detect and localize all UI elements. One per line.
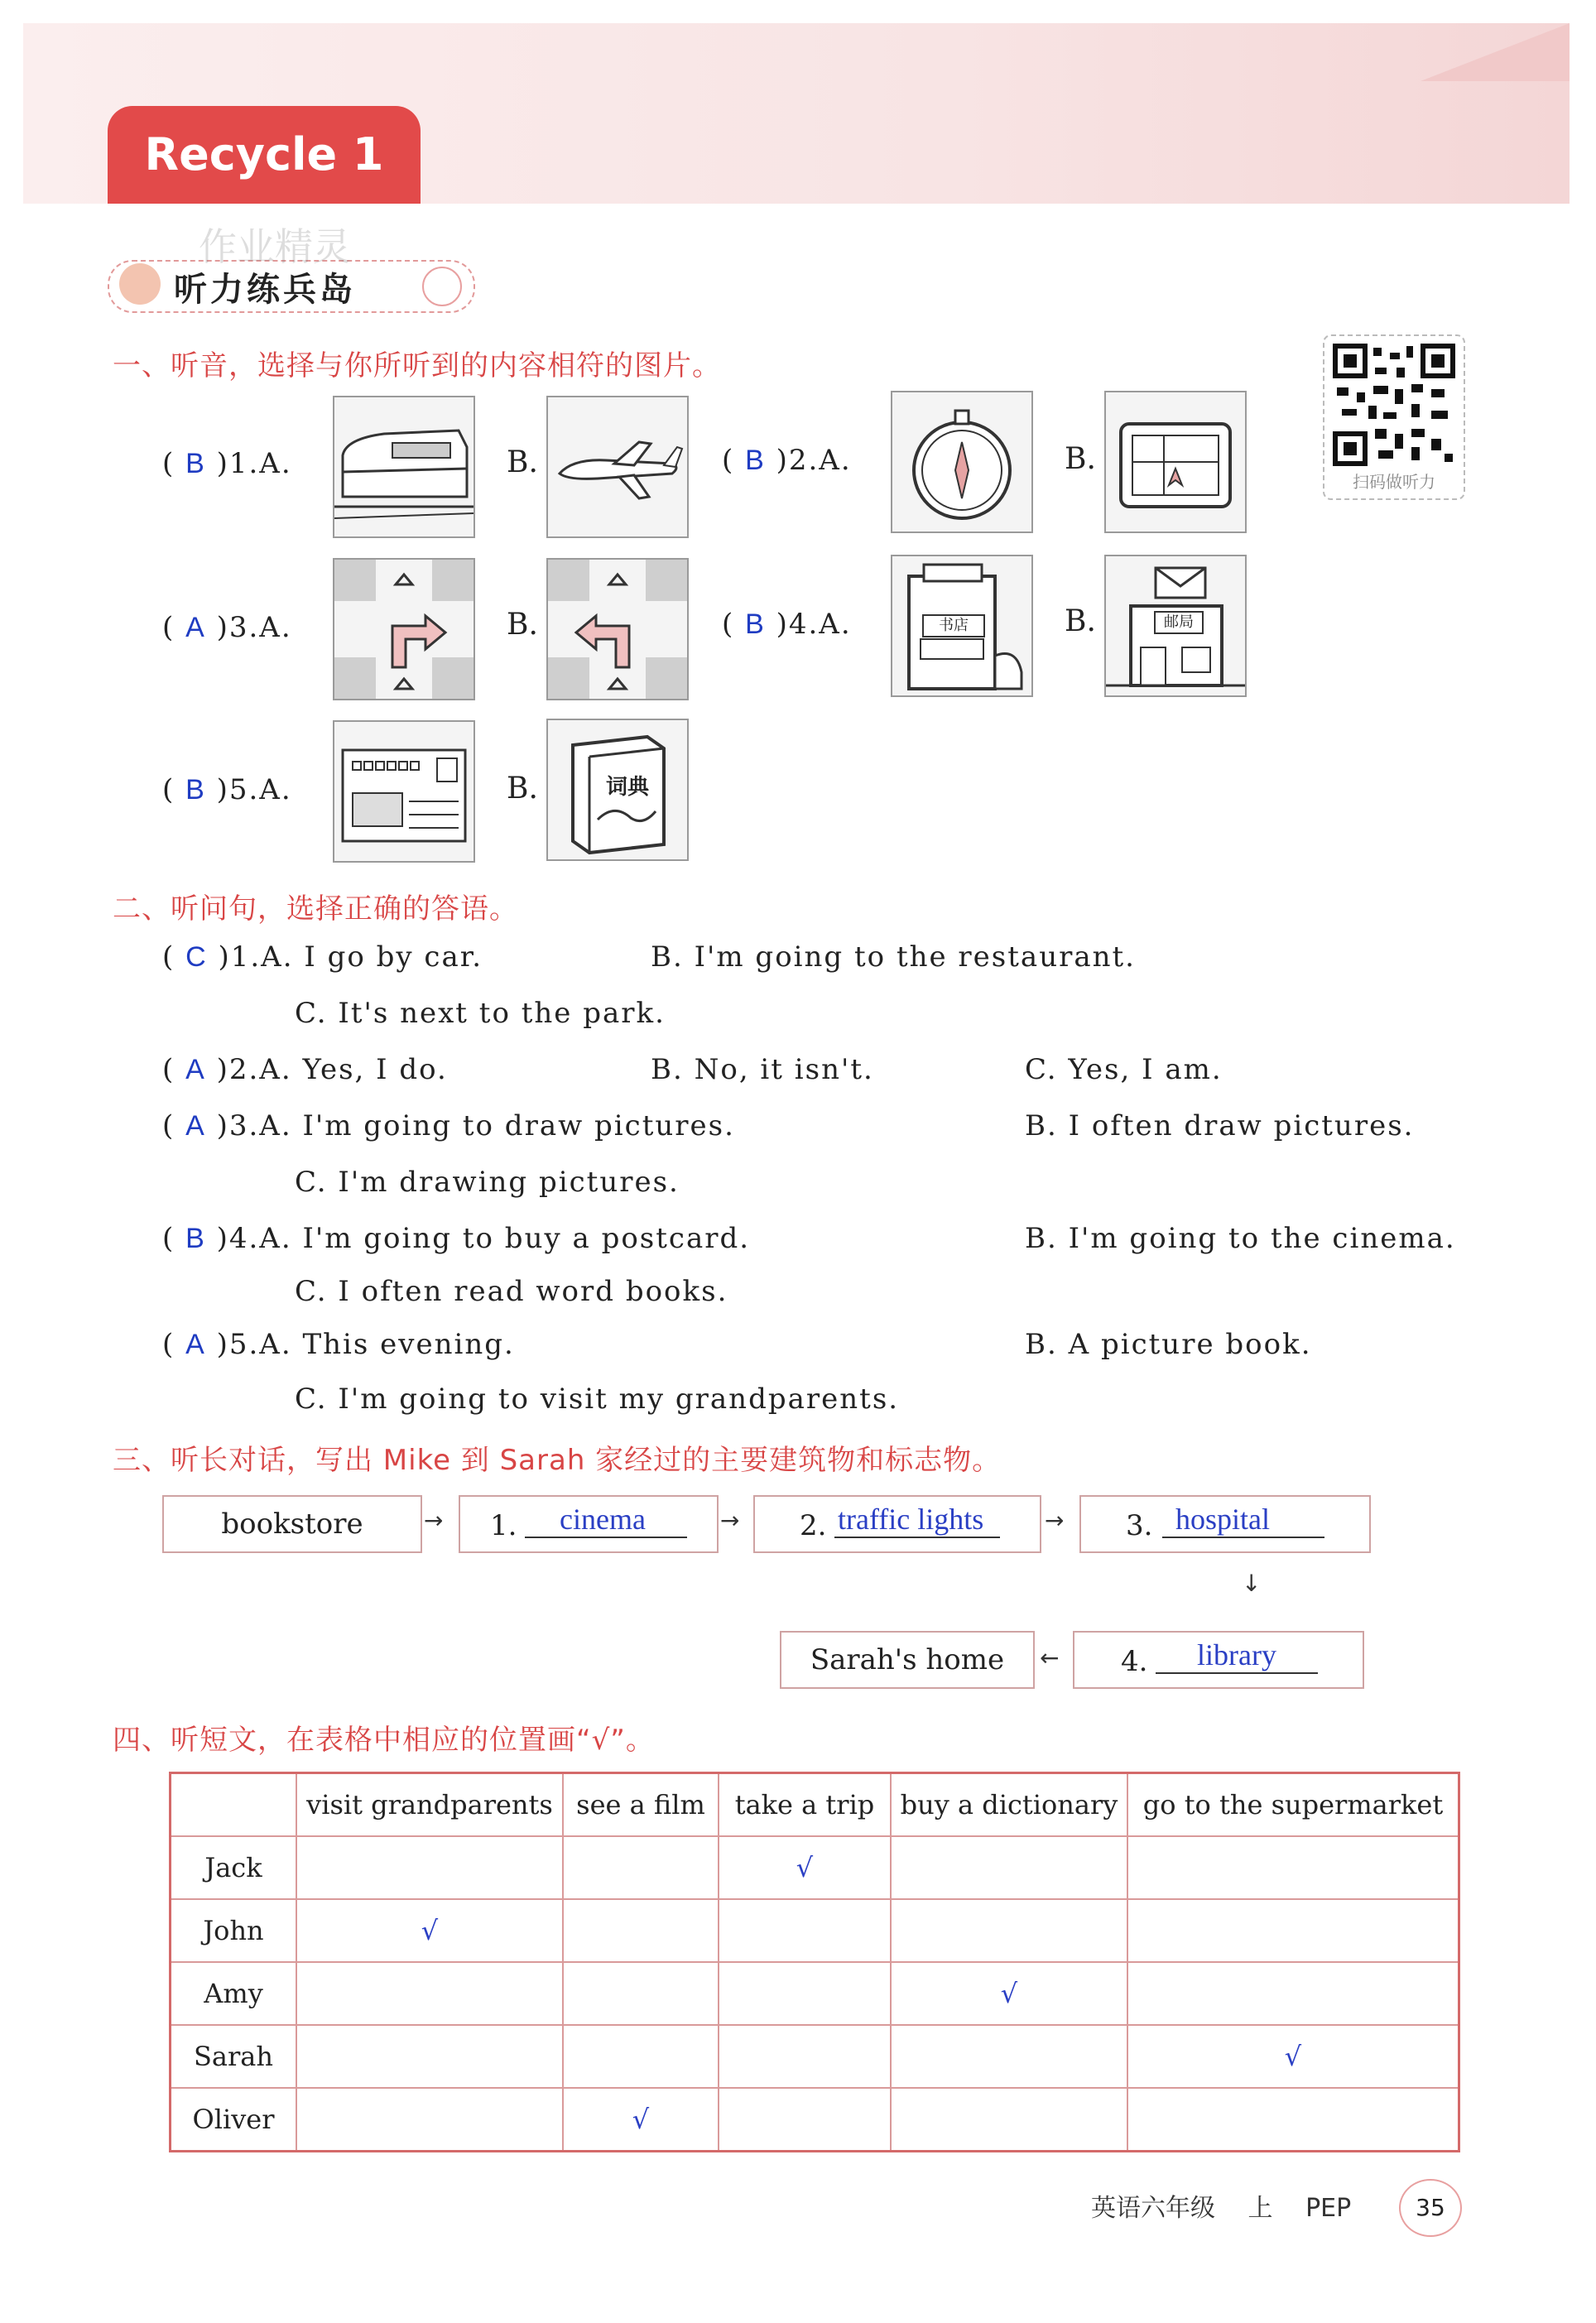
table-row — [171, 2088, 1459, 2152]
post-office-icon[interactable] — [1104, 555, 1247, 697]
route-start-label: bookstore — [221, 1508, 363, 1541]
dictionary-title: 词典 — [606, 775, 650, 800]
part1-item-2: ( B )2.A. — [722, 444, 852, 477]
tick-cell[interactable] — [296, 2088, 563, 2152]
part1-item-4: ( B )4.A. — [722, 608, 852, 641]
part3-title: 三、听长对话，写出 Mike 到 Sarah 家经过的主要建筑物和标志物。 — [113, 1444, 1002, 1477]
part2-item-4-b: B. I'm going to the cinema. — [1025, 1222, 1456, 1255]
column-header: take a trip — [719, 1773, 891, 1837]
unit-title: Recycle 1 — [108, 106, 421, 204]
footer — [1091, 2187, 1351, 2224]
blank-answer: traffic lights — [838, 1503, 984, 1536]
option-b-label: B. — [507, 608, 538, 642]
tick-cell[interactable] — [891, 1899, 1127, 1962]
arrow-right-icon: → — [720, 1507, 740, 1534]
arrow-right-icon: → — [1045, 1507, 1065, 1534]
tick-cell[interactable] — [563, 1899, 719, 1962]
part2-item-3-b: B. I often draw pictures. — [1025, 1109, 1415, 1142]
item-number: 2. — [228, 1053, 260, 1086]
option-a-label: A. — [259, 611, 292, 644]
answer: B — [185, 774, 206, 806]
route-step-4 — [1073, 1631, 1364, 1689]
part2-item-2-b: B. No, it isn't. — [651, 1053, 874, 1086]
table-row — [171, 1899, 1459, 1962]
postcard-icon[interactable] — [333, 720, 475, 863]
answer: C — [185, 941, 208, 973]
part2-item-1-c: C. It's next to the park. — [295, 997, 666, 1030]
blank-number: 3. — [1126, 1509, 1153, 1542]
tick-cell[interactable]: √ — [1127, 2025, 1459, 2088]
item-number: 5. — [228, 773, 260, 806]
part2-item-3-c: C. I'm drawing pictures. — [295, 1166, 680, 1199]
tick-cell[interactable] — [719, 1962, 891, 2025]
route-end-label: Sarah's home — [810, 1643, 1005, 1676]
tick-cell[interactable] — [719, 2025, 891, 2088]
tick-cell[interactable] — [563, 1962, 719, 2025]
option-a: A. I'm going to draw pictures. — [259, 1109, 735, 1142]
option-a: A. I go by car. — [261, 940, 483, 974]
tick-cell[interactable]: √ — [891, 1962, 1127, 2025]
blank-answer: hospital — [1175, 1503, 1270, 1536]
table-header-row — [171, 1773, 1459, 1837]
compass-icon[interactable] — [891, 391, 1033, 533]
bookstore-sign: 书店 — [922, 614, 985, 637]
blank-number: 4. — [1121, 1645, 1148, 1678]
part2-item-2-a: ( A )2.A. Yes, I do. — [162, 1053, 448, 1086]
tick-cell[interactable] — [563, 1836, 719, 1899]
part2-item-2-c: C. Yes, I am. — [1025, 1053, 1223, 1086]
watermark: 作业精灵 — [199, 224, 351, 269]
blank-answer: library — [1197, 1638, 1276, 1671]
tick-cell[interactable] — [719, 2088, 891, 2152]
tick-cell[interactable] — [296, 1962, 563, 2025]
arrow-left-icon: ← — [1040, 1644, 1060, 1671]
row-name: Jack — [171, 1836, 297, 1899]
qr-caption: 扫码做听力 — [1353, 472, 1435, 492]
item-number: 1. — [228, 447, 260, 480]
part2-item-5-b: B. A picture book. — [1025, 1328, 1312, 1361]
qr-code-icon — [1332, 343, 1456, 467]
option-a: A. I'm going to buy a postcard. — [259, 1222, 751, 1255]
tick-cell[interactable] — [891, 2088, 1127, 2152]
dictionary-icon[interactable] — [546, 719, 689, 861]
option-a-label: A. — [819, 608, 852, 641]
item-number: 3. — [228, 1109, 260, 1142]
part2-item-5-c: C. I'm going to visit my grandparents. — [295, 1383, 900, 1416]
part1-title: 一、听音，选择与你所听到的内容相符的图片。 — [113, 349, 721, 382]
column-header: visit grandparents — [296, 1773, 563, 1837]
route-step-2 — [753, 1495, 1041, 1553]
page-number-badge — [1399, 2179, 1462, 2237]
answer: A — [185, 1110, 206, 1142]
table-row — [171, 1962, 1459, 2025]
blank-number: 1. — [490, 1509, 517, 1542]
part2-item-3-a: ( A )3.A. I'm going to draw pictures. — [162, 1109, 735, 1142]
option-b-label: B. — [1065, 604, 1096, 638]
column-header: go to the supermarket — [1127, 1773, 1459, 1837]
part2-item-5-a: ( A )5.A. This evening. — [162, 1328, 515, 1361]
tick-cell[interactable] — [719, 1899, 891, 1962]
part2-title: 二、听问句，选择正确的答语。 — [113, 892, 518, 926]
row-name: Sarah — [171, 2025, 297, 2088]
airplane-icon[interactable] — [546, 396, 689, 538]
item-number: 1. — [230, 940, 262, 974]
route-step-1 — [459, 1495, 719, 1553]
option-b-label: B. — [507, 445, 538, 479]
item-number: 4. — [788, 608, 820, 641]
footer-term: 上 — [1247, 2194, 1273, 2223]
option-a-label: A. — [259, 773, 292, 806]
row-name: Oliver — [171, 2088, 297, 2152]
answer: A — [185, 1054, 206, 1085]
item-number: 4. — [228, 1222, 260, 1255]
tick-cell[interactable]: √ — [719, 1836, 891, 1899]
option-a: A. This evening. — [259, 1328, 515, 1361]
row-name: John — [171, 1899, 297, 1962]
answer: B — [185, 1223, 206, 1254]
answer: B — [185, 448, 206, 479]
part2-item-4-a: ( B )4.A. I'm going to buy a postcard. — [162, 1222, 751, 1255]
tick-cell[interactable] — [296, 2025, 563, 2088]
route-start-bookstore — [162, 1495, 422, 1553]
option-a-label: A. — [819, 444, 852, 477]
banner-text: 听力练兵岛 — [174, 271, 356, 309]
answer: A — [185, 612, 206, 643]
tick-cell[interactable] — [1127, 1899, 1459, 1962]
item-number: 3. — [228, 611, 260, 644]
part4-title: 四、听短文，在表格中相应的位置画“√”。 — [113, 1724, 655, 1757]
answer: B — [745, 608, 766, 640]
tick-cell[interactable] — [891, 2025, 1127, 2088]
tick-cell[interactable] — [296, 1836, 563, 1899]
footer-edition: PEP — [1305, 2194, 1352, 2223]
column-header: see a film — [563, 1773, 719, 1837]
part2-item-4-c: C. I often read word books. — [295, 1275, 728, 1308]
option-a-label: A. — [259, 447, 292, 480]
mascot-icon — [119, 263, 161, 305]
tick-cell[interactable] — [563, 2025, 719, 2088]
part2-item-1-a: ( C )1.A. I go by car. — [162, 940, 483, 974]
bookstore-icon[interactable] — [891, 555, 1033, 697]
ribbon-icon — [422, 267, 462, 306]
map-icon[interactable] — [1104, 391, 1247, 533]
page-number: 35 — [1416, 2194, 1445, 2221]
route-step-3 — [1079, 1495, 1371, 1553]
tick-cell[interactable] — [1127, 1836, 1459, 1899]
post-office-sign: 邮局 — [1154, 611, 1204, 634]
tick-cell[interactable]: √ — [563, 2088, 719, 2152]
answer: A — [185, 1329, 206, 1360]
answer: B — [745, 445, 766, 476]
route-end-sarahs-home — [780, 1631, 1035, 1689]
table-row — [171, 2025, 1459, 2088]
option-b-label: B. — [507, 772, 538, 806]
part1-item-3: ( A )3.A. — [162, 611, 292, 644]
table-row — [171, 1836, 1459, 1899]
arrow-right-icon: → — [424, 1507, 444, 1534]
qr-code[interactable] — [1323, 334, 1465, 500]
column-header: buy a dictionary — [891, 1773, 1127, 1837]
arrow-down-icon: ↓ — [1242, 1570, 1262, 1597]
option-a: A. Yes, I do. — [259, 1053, 448, 1086]
blank-number: 2. — [800, 1509, 827, 1542]
turn-left-icon[interactable] — [546, 558, 689, 700]
tick-cell[interactable] — [1127, 1962, 1459, 2025]
tick-cell[interactable] — [1127, 2088, 1459, 2152]
activity-table — [169, 1772, 1460, 2152]
blank-answer: cinema — [560, 1503, 646, 1536]
turn-right-icon[interactable] — [333, 558, 475, 700]
part2-item-1-b: B. I'm going to the restaurant. — [651, 940, 1136, 974]
tick-cell[interactable]: √ — [296, 1899, 563, 1962]
row-name: Amy — [171, 1962, 297, 2025]
part1-item-5: ( B )5.A. — [162, 773, 292, 806]
part1-item-1: ( B )1.A. — [162, 447, 292, 480]
tick-cell[interactable] — [891, 1836, 1127, 1899]
footer-subject: 英语六年级 — [1091, 2194, 1215, 2223]
train-icon[interactable] — [333, 396, 475, 538]
item-number: 2. — [788, 444, 820, 477]
item-number: 5. — [228, 1328, 260, 1361]
corner-cell — [171, 1773, 297, 1837]
option-b-label: B. — [1065, 442, 1096, 476]
